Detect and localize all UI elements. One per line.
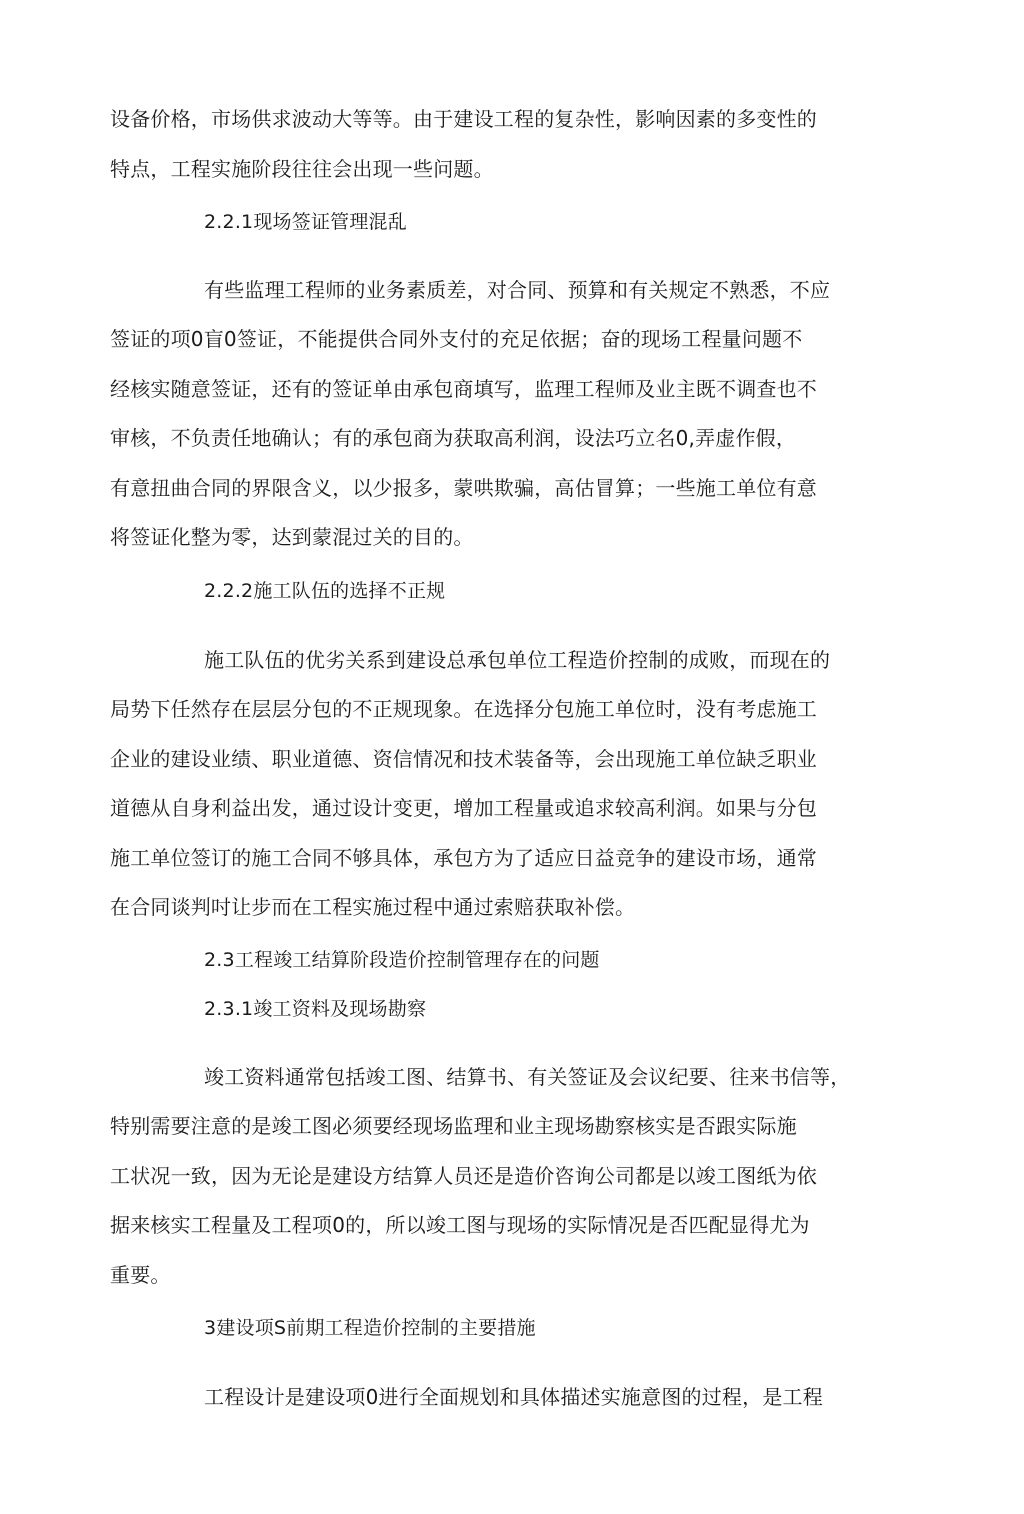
body-text-line: 竣工资料通常包括竣工图、结算书、有关签证及会议纪要、往来书信等，: [204, 1065, 851, 1089]
body-text-line: 设备价格，市场供求波动大等等。由于建设工程的复杂性，影响因素的多变性的: [110, 107, 817, 131]
body-text-line: 审核，不负责任地确认；有的承包商为获取高利润，设法巧立名0,弄虚作假，: [110, 426, 797, 450]
body-text-line: 局势下任然存在层层分包的不正规现象。在选择分包施工单位时，没有考虑施工: [110, 697, 817, 721]
body-text-line: 将签证化整为零，达到蒙混过关的目的。: [110, 525, 474, 549]
body-text-line: 经核实随意签证，还有的签证单由承包商填写，监理工程师及业主既不调查也不: [110, 377, 817, 401]
body-text-line: 道德从自身利益出发，通过设计变更，增加工程量或追求较高利润。如果与分包: [110, 796, 817, 820]
body-text-line: 工程设计是建设项0进行全面规划和具体描述实施意图的过程，是工程: [204, 1385, 823, 1409]
body-text-line: 签证的项0盲0签证，不能提供合同外支付的充足依据；奋的现场工程量问题不: [110, 327, 803, 351]
body-text-line: 施工队伍的优劣关系到建设总承包单位工程造价控制的成败，而现在的: [204, 648, 831, 672]
section-heading: 2.3工程竣工结算阶段造价控制管理存在的问题: [204, 949, 600, 971]
body-text-line: 特别需要注意的是竣工图必须要经现场监理和业主现场勘察核实是否跟实际施: [110, 1114, 797, 1138]
body-text-line: 在合同谈判吋让步而在工程实施过程中通过索赔获取补偿。: [110, 895, 636, 919]
body-text-line: 有些监理工程师的业务素质差，对合同、预算和有关规定不熟悉，不应: [204, 278, 831, 302]
body-text-line: 有意扭曲合同的界限含义，以少报多，蒙哄欺骗，高估冒算；一些施工单位有意: [110, 476, 817, 500]
body-text-line: 施工单位签订的施工合同不够具体，承包方为了适应日益竞争的建设市场，通常: [110, 846, 817, 870]
section-heading: 3建设项S前期工程造价控制的主要措施: [204, 1317, 536, 1339]
body-text-line: 据来核实工程量及工程项0的，所以竣工图与现场的实际情况是否匹配显得尤为: [110, 1213, 810, 1237]
body-text-line: 特点，工程实施阶段往往会出现一些问题。: [110, 157, 494, 181]
section-heading: 2.3.1竣工资料及现场勘察: [204, 998, 427, 1020]
body-text-line: 重要。: [110, 1263, 171, 1287]
section-heading: 2.2.1现场签证管理混乱: [204, 211, 407, 233]
body-text-line: 工状况一致，因为无论是建设方结算人员还是造价咨询公司都是以竣工图纸为依: [110, 1164, 817, 1188]
body-text-line: 企业的建设业绩、职业道德、资信情况和技术装备等，会出现施工单位缺乏职业: [110, 747, 817, 771]
section-heading: 2.2.2施工队伍的选择不正规: [204, 580, 446, 602]
